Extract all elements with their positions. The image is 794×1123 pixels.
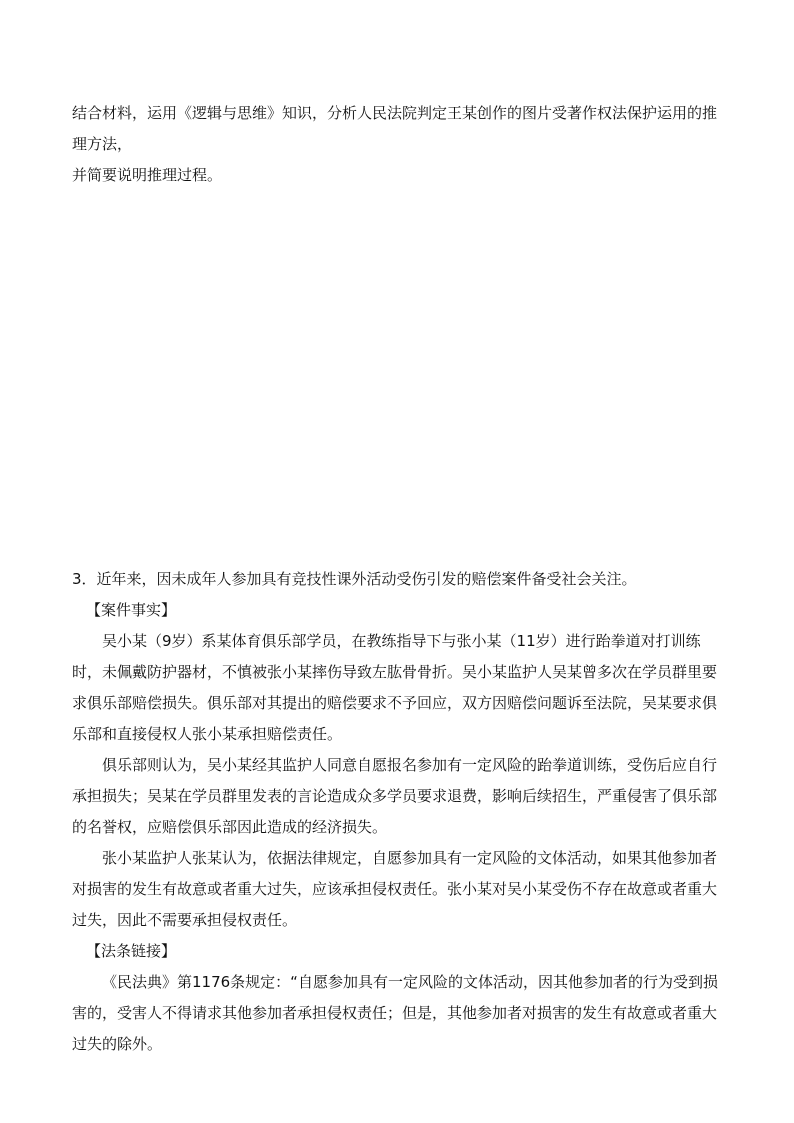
question-three-intro: 3．近年来，因未成年人参加具有竞技性课外活动受伤引发的赔偿案件备受社会关注。 [72, 570, 637, 588]
law-link-paragraph: 《民法典》第1176条规定：“自愿参加具有一定风险的文体活动，因其他参加者的行为受到损害的，受害人不得请求其他参加者承担侵权责任；但是，其他参加者对损害的发生有故意或者重大过失的除外。 [72, 973, 718, 1053]
law-link-heading: 【法条链接】 [86, 942, 177, 960]
case-facts-heading: 【案件事实】 [86, 601, 177, 619]
question-two-continuation [72, 98, 722, 191]
question-three [72, 564, 722, 1060]
case-facts-paragraph-1: 吴小某（9岁）系某体育俱乐部学员，在教练指导下与张小某（11岁）进行跆拳道对打训练时，未佩戴防护器材，不慎被张小某摔伤导致左肱骨骨折。吴小某监护人吴某曾多次在学员群里要求俱乐部赔偿损失。俱乐部对其提出的赔偿要求不予回应，双方因赔偿问题诉至法院，吴某要求俱乐部和直接侵权人张小某承担赔偿责任。 [72, 632, 718, 743]
case-facts-paragraph-3: 张小某监护人张某认为，依据法律规定，自愿参加具有一定风险的文体活动，如果其他参加者对损害的发生有故意或者重大过失，应该承担侵权责任。张小某对吴小某受伤不存在故意或者重大过失，因此不需要承担侵权责任。 [72, 849, 718, 929]
question-two-line-2: 并简要说明推理过程。 [72, 166, 223, 184]
case-facts-paragraph-2: 俱乐部则认为，吴小某经其监护人同意自愿报名参加有一定风险的跆拳道训练，受伤后应自行承担损失；吴某在学员群里发表的言论造成众多学员要求退费，影响后续招生，严重侵害了俱乐部的名誉权，应赔偿俱乐部因此造成的经济损失。 [72, 756, 718, 836]
question-two-line-1: 结合材料，运用《逻辑与思维》知识，分析人民法院判定王某创作的图片受著作权法保护运用的推理方法， [72, 104, 718, 153]
